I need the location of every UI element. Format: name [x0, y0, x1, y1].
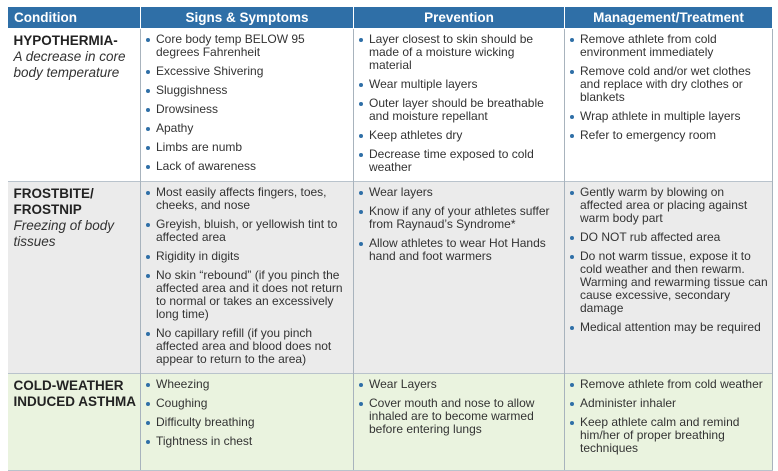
condition-name: COLD-WEATHER INDUCED ASTHMA — [13, 378, 136, 409]
list-item: Wheezing — [145, 378, 349, 391]
condition-name: FROSTBITE/ FROSTNIP — [13, 186, 94, 217]
list-item: Keep athletes dry — [358, 129, 560, 142]
prevention-cell — [354, 182, 565, 374]
signs-list — [145, 378, 349, 448]
list-item: No capillary refill (if you pinch affected area and blood does not appear to return to the area) — [145, 327, 349, 366]
list-item: Outer layer should be breathable and moisture repellant — [358, 97, 560, 123]
table-row-hypothermia — [8, 29, 773, 182]
signs-list — [145, 186, 349, 366]
header-condition: Condition — [8, 7, 141, 29]
list-item: Layer closest to skin should be made of a moisture wicking material — [358, 33, 560, 72]
treatment-list — [569, 33, 768, 142]
list-item: Apathy — [145, 122, 349, 135]
condition-cell — [8, 182, 141, 374]
table-row-asthma — [8, 374, 773, 471]
list-item: Allow athletes to wear Hot Hands hand and foot warmers — [358, 237, 560, 263]
signs-cell — [141, 182, 354, 374]
list-item: Difficulty breathing — [145, 416, 349, 429]
list-item: Lack of awareness — [145, 160, 349, 173]
list-item: Excessive Shivering — [145, 65, 349, 78]
prevention-list — [358, 378, 560, 436]
list-item: Wear multiple layers — [358, 78, 560, 91]
list-item: Core body temp BELOW 95 degrees Fahrenheit — [145, 33, 349, 59]
list-item: Medical attention may be required — [569, 321, 768, 334]
treatment-list — [569, 186, 768, 334]
treatment-cell — [565, 182, 773, 374]
list-item: Tightness in chest — [145, 435, 349, 448]
list-item: No skin “rebound” (if you pinch the affected area and it does not return to normal or takes an excessively long time) — [145, 269, 349, 321]
prevention-cell — [354, 29, 565, 182]
treatment-cell — [565, 374, 773, 471]
list-item: Remove athlete from cold weather — [569, 378, 768, 391]
list-item: Remove athlete from cold environment immediately — [569, 33, 768, 59]
list-item: Drowsiness — [145, 103, 349, 116]
condition-cell — [8, 374, 141, 471]
list-item: Keep athlete calm and remind him/her of proper breathing techniques — [569, 416, 768, 455]
list-item: Know if any of your athletes suffer from Raynaud’s Syndrome* — [358, 205, 560, 231]
table-row-frostbite — [8, 182, 773, 374]
condition-cell — [8, 29, 141, 182]
header-row — [8, 7, 773, 29]
list-item: DO NOT rub affected area — [569, 231, 768, 244]
prevention-list — [358, 33, 560, 174]
list-item: Gently warm by blowing on affected area or placing against warm body part — [569, 186, 768, 225]
list-item: Wrap athlete in multiple layers — [569, 110, 768, 123]
list-item: Coughing — [145, 397, 349, 410]
prevention-cell — [354, 374, 565, 471]
list-item: Wear layers — [358, 186, 560, 199]
list-item: Sluggishness — [145, 84, 349, 97]
list-item: Cover mouth and nose to allow inhaled are to become warmed before entering lungs — [358, 397, 560, 436]
list-item: Decrease time exposed to cold weather — [358, 148, 560, 174]
list-item: Do not warm tissue, expose it to cold weather and then rewarm. Warming and rewarming tissue can cause excessive, secondary damage — [569, 250, 768, 315]
list-item: Greyish, bluish, or yellowish tint to affected area — [145, 218, 349, 244]
list-item: Rigidity in digits — [145, 250, 349, 263]
condition-name: HYPOTHERMIA- — [13, 33, 118, 48]
list-item: Limbs are numb — [145, 141, 349, 154]
list-item: Remove cold and/or wet clothes and replace with dry clothes or blankets — [569, 65, 768, 104]
signs-cell — [141, 374, 354, 471]
prevention-list — [358, 186, 560, 263]
header-signs-symptoms: Signs & Symptoms — [141, 7, 354, 29]
list-item: Most easily affects fingers, toes, cheeks, and nose — [145, 186, 349, 212]
header-prevention: Prevention — [354, 7, 565, 29]
signs-list — [145, 33, 349, 173]
list-item: Wear Layers — [358, 378, 560, 391]
signs-cell — [141, 29, 354, 182]
condition-description: Freezing of body tissues — [13, 218, 115, 249]
treatment-cell — [565, 29, 773, 182]
treatment-list — [569, 378, 768, 455]
list-item: Administer inhaler — [569, 397, 768, 410]
list-item: Refer to emergency room — [569, 129, 768, 142]
condition-description: A decrease in core body temperature — [13, 49, 126, 80]
header-management-treatment: Management/Treatment — [565, 7, 773, 29]
cold-conditions-table — [7, 6, 773, 471]
